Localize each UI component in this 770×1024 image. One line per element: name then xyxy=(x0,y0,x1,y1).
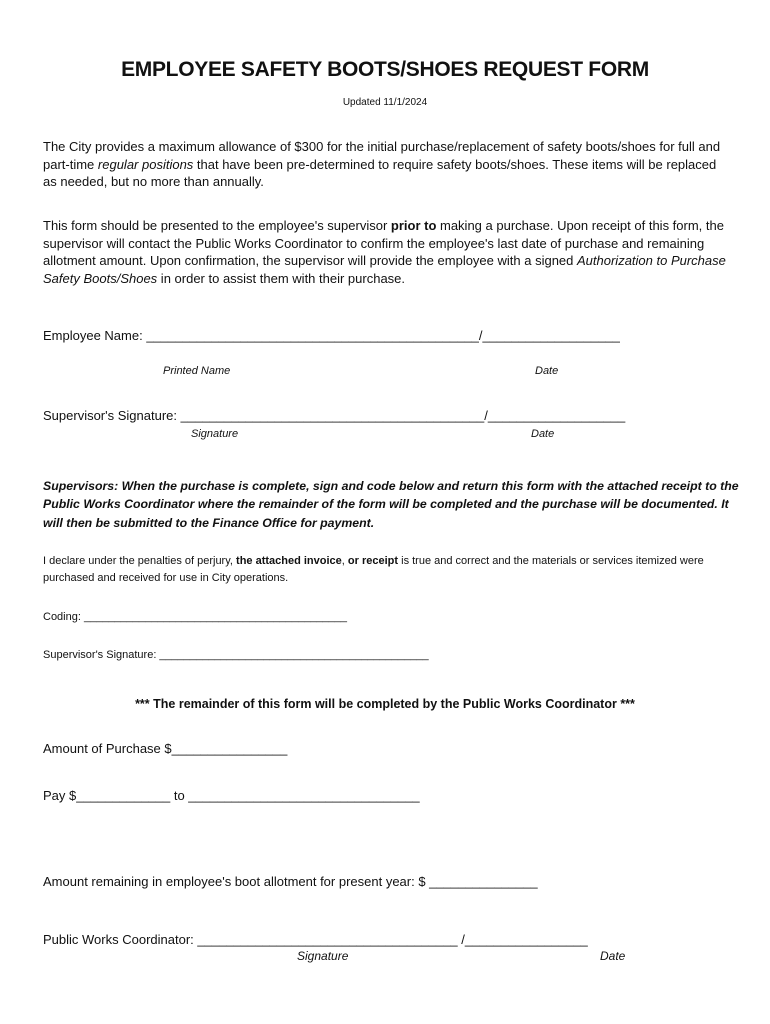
intro-p2-text-b: making a purchase. Upon receipt of this form, the supervisor will contact the Public Works Coordinator to confirm the employee's last date of purchase and remaining allotment amount. Upon confirmation, the supervisor will provide the employee with a signed xyxy=(43,218,724,269)
coordinator-notice: *** The remainder of this form will be completed by the Public Works Coordinator *** xyxy=(135,697,635,711)
coding-field[interactable]: Coding: ___________________________________________ xyxy=(43,611,348,623)
declare-receipt: or receipt xyxy=(347,555,399,567)
intro-p2-emphasis: Authorization to Purchase Safety Boots/Shoes xyxy=(43,253,726,286)
perjury-declaration xyxy=(43,553,733,587)
form-title: EMPLOYEE SAFETY BOOTS/SHOES REQUEST FORM xyxy=(121,58,649,81)
supervisor-instructions: Supervisors: When the purchase is complete, sign and code below and return this form with the attached receipt to the Public Works Coordinator where the remainder of the form will be completed and the purchase will be documented. It will then be submitted to the Finance Office for payment. xyxy=(43,479,739,530)
printed-name-caption: Printed Name xyxy=(163,365,231,377)
coordinator-date-caption: Date xyxy=(600,949,626,963)
declare-comma: , xyxy=(341,555,348,567)
intro-paragraph-2 xyxy=(43,217,733,287)
coordinator-signature-field[interactable]: Public Works Coordinator: ____________________________________ /_________________ xyxy=(43,932,588,947)
intro-p1-text-b: that have been pre-determined to require safety boots/shoes. These items will be replaced as needed, but no more than annually. xyxy=(43,156,717,190)
coordinator-signature-caption: Signature xyxy=(297,949,349,963)
declare-text-b: is true and correct and the materials or services itemized were purchased and received for use in City operations. xyxy=(43,555,704,584)
amount-of-purchase-field[interactable]: Amount of Purchase $________________ xyxy=(43,741,288,756)
signature-caption: Signature xyxy=(191,428,239,440)
supervisor-signature-coding-field[interactable]: Supervisor's Signature: ____________________________________________ xyxy=(43,649,429,661)
intro-p2-text-a: This form should be presented to the employee's supervisor xyxy=(43,218,391,233)
supervisor-signature-field[interactable]: Supervisor's Signature: __________________________________________/___________________ xyxy=(43,408,626,423)
updated-date: Updated 11/1/2024 xyxy=(342,97,428,108)
intro-p2-strong: prior to xyxy=(390,218,437,233)
declare-text-a: I declare under the penalties of perjury, xyxy=(43,555,237,567)
employee-date-caption: Date xyxy=(535,365,559,377)
pay-field[interactable]: Pay $_____________ to ________________________________ xyxy=(43,788,420,803)
intro-paragraph-1 xyxy=(43,138,733,191)
intro-p1-emphasis: regular positions xyxy=(97,156,194,172)
declare-invoice: the attached invoice xyxy=(236,555,342,567)
intro-p1-text-a: The City provides a maximum allowance of $300 for the initial purchase/replacement of safety boots/shoes for full and part-time xyxy=(43,139,721,172)
intro-p2-text-c: in order to assist them with their purchase. xyxy=(157,270,406,286)
employee-name-field[interactable]: Employee Name: ______________________________________________/___________________ xyxy=(43,328,620,343)
signature-date-caption: Date xyxy=(531,428,555,440)
remaining-allotment-field[interactable]: Amount remaining in employee's boot allotment for present year: $ _______________ xyxy=(43,874,538,889)
